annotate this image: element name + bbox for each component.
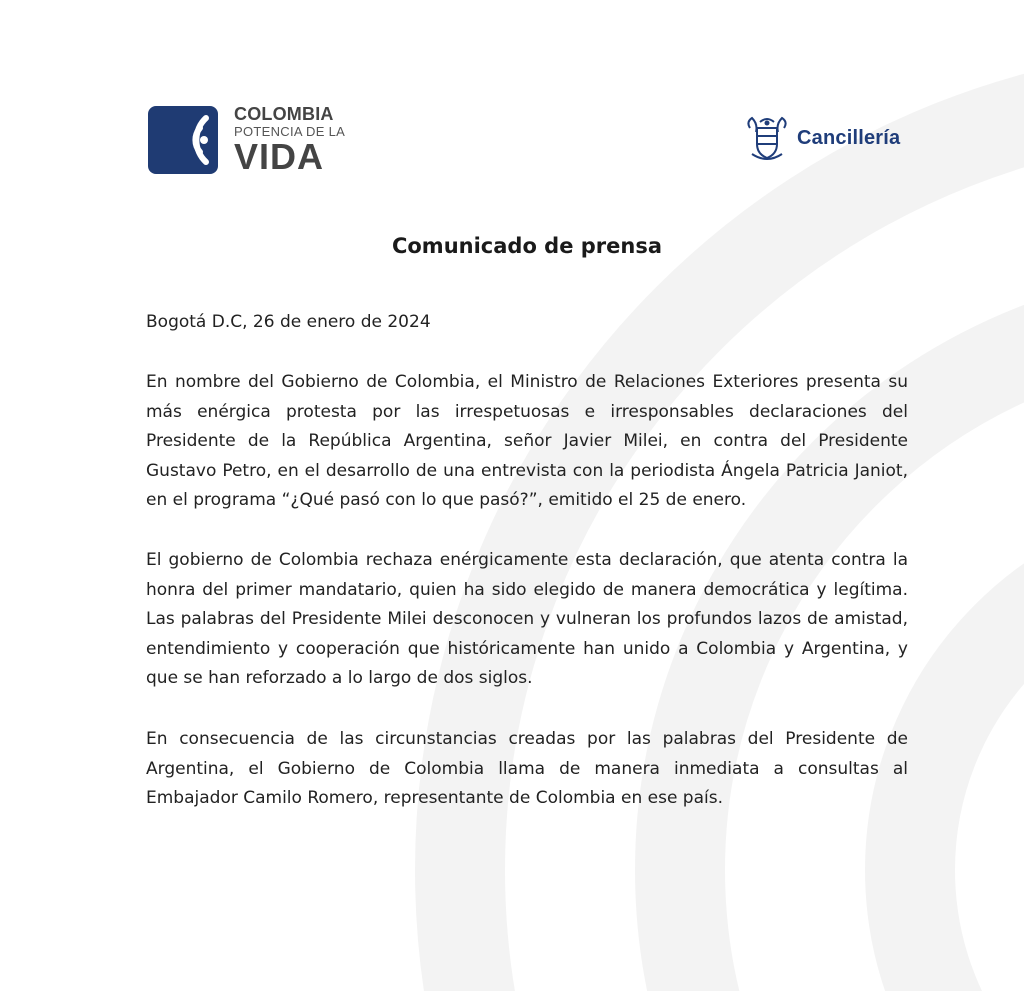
cancilleria-logo xyxy=(744,114,914,166)
body-paragraph-2: El gobierno de Colombia rechaza enérgicamente esta declaración, que atenta contra la honra del primer mandatario, quien ha sido elegido de manera democrática y legítima. Las palabras del Presidente Milei desconocen y vulneran los profundos lazos de amistad, entendimiento y cooperación que históricamente han unido a Colombia y Argentina, y que se han reforzado a lo largo de dos siglos. xyxy=(146,550,908,688)
signal-wave-icon xyxy=(148,106,218,174)
cancilleria-label: Cancillería xyxy=(797,127,901,149)
colombia-potencia-de-la-vida-logo xyxy=(148,104,348,176)
logo-line-colombia: COLOMBIA xyxy=(234,104,334,124)
coat-of-arms-icon xyxy=(744,114,790,164)
document-title: Comunicado de prensa xyxy=(391,234,663,258)
logo-line-vida: VIDA xyxy=(234,136,325,177)
dateline: Bogotá D.C, 26 de enero de 2024 xyxy=(146,312,431,332)
logo-wordmark xyxy=(234,104,364,175)
body-paragraph-1: En nombre del Gobierno de Colombia, el Ministro de Relaciones Exteriores presenta su más enérgica protesta por las irrespetuosas e irresponsables declaraciones del Presidente de la República Argentina, señor Javier Milei, en contra del Presidente Gustavo Petro, en el desarrollo de una entrevista con la periodista Ángela Patricia Janiot, en el programa “¿Qué pasó con lo que pasó?”, emitido el 25 de enero. xyxy=(146,372,908,510)
body-paragraph-3: En consecuencia de las circunstancias creadas por las palabras del Presidente de Argentina, el Gobierno de Colombia llama de manera inmediata a consultas al Embajador Camilo Romero, representante de Colombia en ese país. xyxy=(146,729,908,808)
logo-line-potencia: POTENCIA DE LA xyxy=(234,124,346,139)
